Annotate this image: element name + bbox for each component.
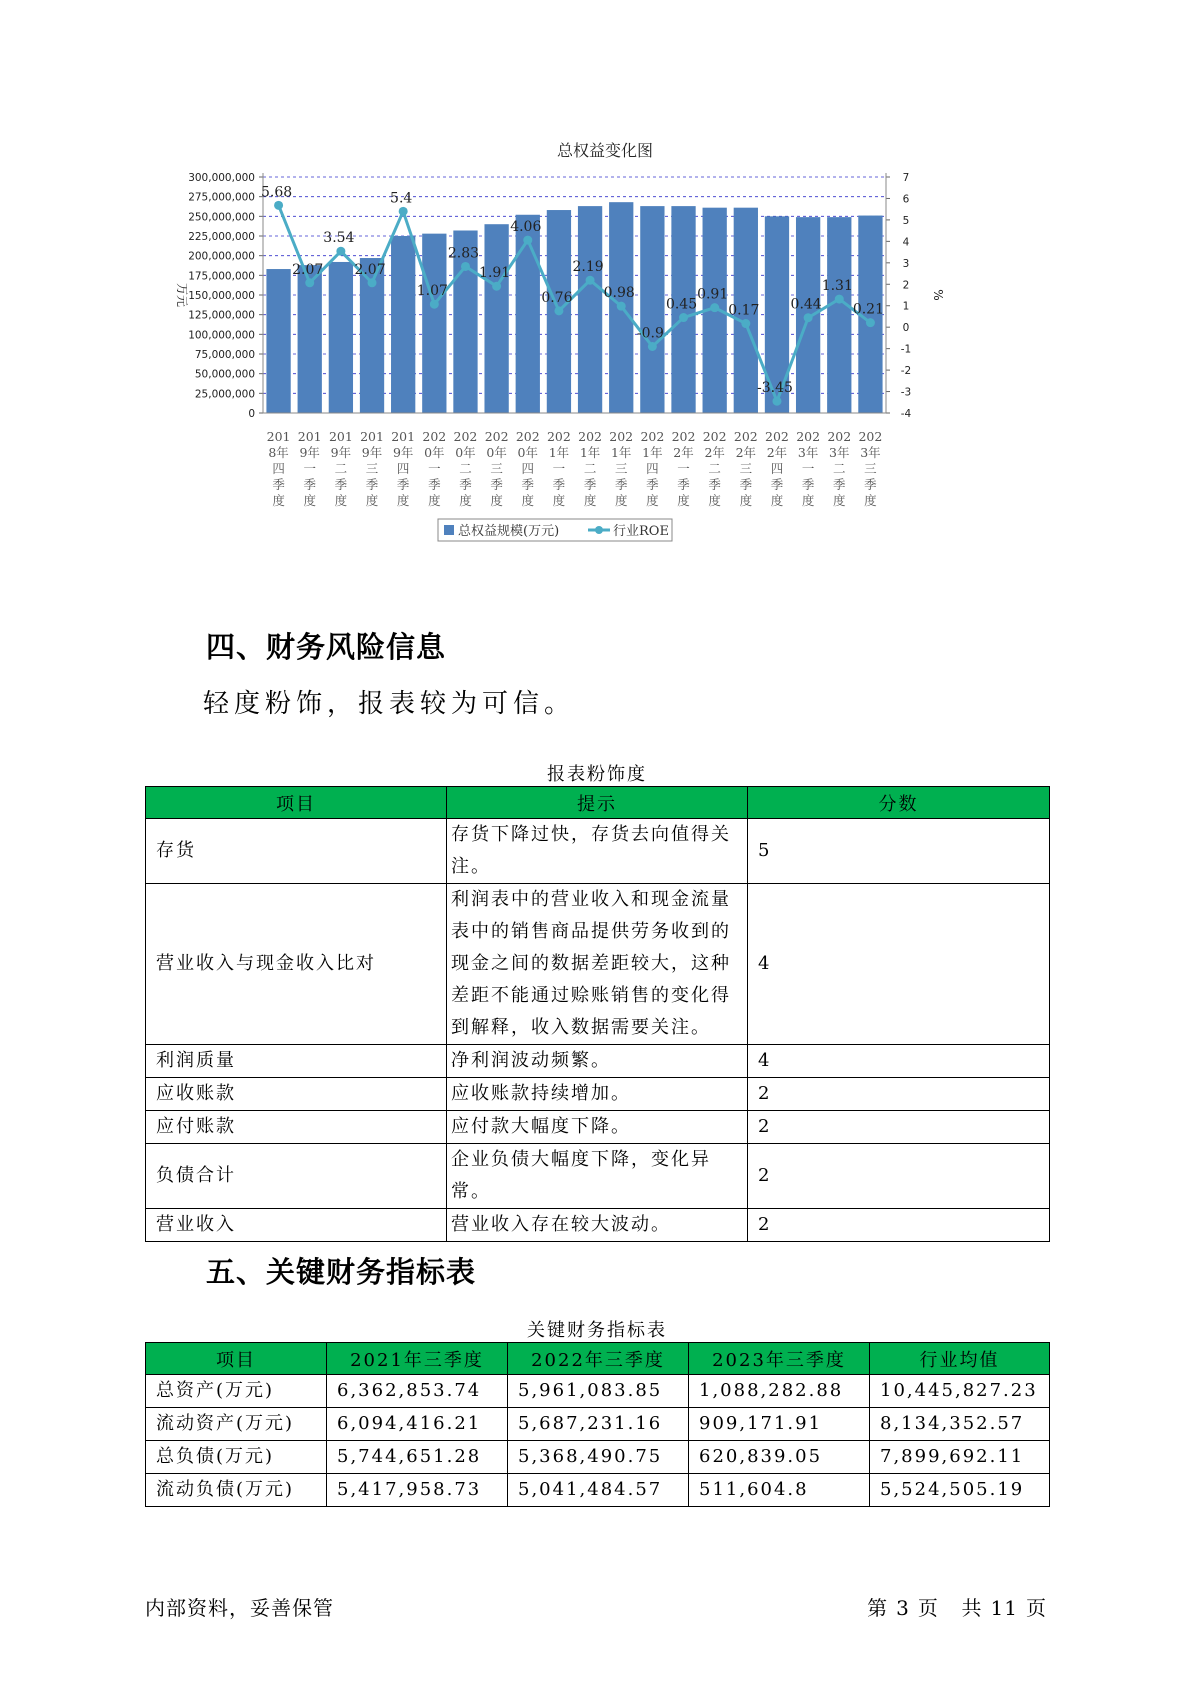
x-tick-label: 202 xyxy=(702,429,727,444)
x-tick-label: 季 xyxy=(428,477,441,492)
risk-table-row xyxy=(146,819,1050,884)
x-tick-label: 四 xyxy=(521,461,535,476)
risk-item-cell: 应收账款 xyxy=(146,1078,447,1111)
equity-bar xyxy=(484,224,508,413)
x-tick-label: 202 xyxy=(609,429,634,444)
x-tick-label: 202 xyxy=(796,429,821,444)
risk-table-caption: 报表粉饰度 xyxy=(547,764,647,785)
risk-table xyxy=(145,786,1050,1242)
kpi-value-cell: 5,041,484.57 xyxy=(508,1474,689,1507)
x-tick-label: 季 xyxy=(334,477,348,492)
risk-header-score: 分数 xyxy=(748,787,1050,819)
roe-data-label: -0.9 xyxy=(636,325,664,342)
roe-point xyxy=(492,282,501,291)
risk-hint-cell: 应收账款持续增加。 xyxy=(447,1078,748,1111)
x-tick-label: 8年 xyxy=(268,445,289,460)
roe-data-label: 3.54 xyxy=(323,230,355,247)
x-tick-label: 9年 xyxy=(330,445,352,460)
footer-page-number xyxy=(863,1592,1051,1621)
x-tick-label: 201 xyxy=(391,429,416,444)
x-tick-label: 0年 xyxy=(517,445,539,460)
roe-point xyxy=(741,319,750,328)
footer-total-unit: 页 xyxy=(1026,1596,1047,1620)
risk-score-cell: 2 xyxy=(748,1111,1050,1144)
equity-bar xyxy=(827,217,851,413)
y-right-tick-label: 4 xyxy=(902,236,910,249)
risk-score-cell: 5 xyxy=(748,819,1050,884)
x-tick-label: 0年 xyxy=(486,445,507,460)
roe-data-label: 5.4 xyxy=(390,190,413,207)
x-tick-label: 202 xyxy=(827,429,852,444)
y-right-axis-title: % xyxy=(931,289,945,301)
equity-bar xyxy=(329,262,353,413)
x-tick-label: 度 xyxy=(365,493,379,508)
x-tick-label: 三 xyxy=(365,461,379,476)
x-tick-label: 季 xyxy=(833,477,846,492)
risk-table-row xyxy=(146,1111,1050,1144)
x-tick-label: 9年 xyxy=(392,445,414,460)
footer-page-prefix: 第 xyxy=(867,1596,889,1620)
kpi-value-cell: 511,604.8 xyxy=(689,1474,870,1507)
x-tick-label: 度 xyxy=(614,493,628,508)
x-tick-label: 2年 xyxy=(735,445,757,460)
kpi-value-cell: 7,899,692.11 xyxy=(870,1441,1050,1474)
x-tick-label: 季 xyxy=(303,477,316,492)
x-tick-label: 202 xyxy=(484,429,509,444)
roe-data-label: 2.07 xyxy=(354,261,386,278)
risk-hint-cell: 应付款大幅度下降。 xyxy=(447,1111,748,1144)
risk-table-header-row xyxy=(146,787,1050,819)
roe-point xyxy=(679,313,688,322)
x-tick-label: 201 xyxy=(328,429,353,444)
y-left-tick-label: 50,000,000 xyxy=(194,368,255,381)
footer-page-current: 3 xyxy=(896,1596,910,1620)
x-tick-label: 3年 xyxy=(860,445,881,460)
x-tick-label: 0年 xyxy=(424,445,445,460)
y-right-tick-label: 0 xyxy=(902,322,910,335)
x-tick-label: 一 xyxy=(303,461,316,476)
x-tick-label: 四 xyxy=(646,461,659,476)
x-tick-label: 度 xyxy=(521,493,535,508)
x-tick-label: 2年 xyxy=(673,445,694,460)
equity-bar xyxy=(266,269,290,413)
roe-point xyxy=(368,278,377,287)
kpi-table-row xyxy=(146,1408,1050,1441)
x-tick-label: 四 xyxy=(396,461,410,476)
x-tick-label: 0年 xyxy=(455,445,476,460)
x-tick-label: 三 xyxy=(614,461,628,476)
x-tick-label: 1年 xyxy=(642,445,663,460)
x-tick-label: 度 xyxy=(646,493,659,508)
roe-point xyxy=(617,302,626,311)
x-tick-label: 202 xyxy=(422,429,447,444)
risk-item-cell: 负债合计 xyxy=(146,1144,447,1209)
x-tick-label: 季 xyxy=(801,477,815,492)
x-tick-label: 度 xyxy=(396,493,410,508)
x-tick-label: 二 xyxy=(334,461,348,476)
x-tick-label: 季 xyxy=(614,477,628,492)
x-tick-label: 度 xyxy=(801,493,815,508)
roe-data-label: 0.45 xyxy=(665,296,698,313)
chart-title: 总权益变化图 xyxy=(556,141,654,160)
kpi-table-header-row xyxy=(146,1343,1050,1375)
risk-table-row xyxy=(146,1078,1050,1111)
roe-point xyxy=(523,236,532,245)
y-left-tick-label: 0 xyxy=(248,408,255,420)
x-tick-label: 度 xyxy=(552,493,566,508)
x-tick-label: 二 xyxy=(833,461,846,476)
roe-point xyxy=(648,342,657,351)
roe-data-label: 1.07 xyxy=(416,283,448,300)
roe-point xyxy=(772,397,781,406)
y-left-tick-label: 200,000,000 xyxy=(188,250,255,263)
x-tick-label: 度 xyxy=(770,493,784,508)
risk-score-cell: 4 xyxy=(748,884,1050,1045)
roe-data-label: 2.83 xyxy=(447,245,480,262)
kpi-value-cell: 5,744,651.28 xyxy=(327,1441,508,1474)
risk-item-cell: 存货 xyxy=(146,819,447,884)
y-right-tick-label: 3 xyxy=(902,257,910,270)
x-tick-label: 201 xyxy=(297,429,322,444)
footer-total-prefix: 共 xyxy=(961,1596,983,1620)
x-tick-label: 一 xyxy=(428,461,441,476)
y-left-tick-label: 25,000,000 xyxy=(194,388,255,401)
x-tick-label: 季 xyxy=(739,477,753,492)
roe-data-label: 1.31 xyxy=(821,278,853,295)
kpi-item-cell: 总资产(万元) xyxy=(146,1375,327,1408)
x-tick-label: 3年 xyxy=(829,445,850,460)
x-tick-label: 三 xyxy=(739,461,753,476)
equity-chart xyxy=(160,135,1040,590)
section4-heading: 四、财务风险信息 xyxy=(206,630,447,664)
x-tick-label: 度 xyxy=(583,493,597,508)
kpi-table-row xyxy=(146,1441,1050,1474)
risk-header-item: 项目 xyxy=(146,787,447,819)
kpi-table-row xyxy=(146,1474,1050,1507)
x-tick-label: 3年 xyxy=(797,445,819,460)
y-left-tick-label: 175,000,000 xyxy=(188,270,255,283)
x-tick-label: 二 xyxy=(708,461,721,476)
section4-text: 轻度粉饰，报表较为可信。 xyxy=(203,689,576,719)
x-tick-label: 季 xyxy=(552,477,566,492)
risk-item-cell: 营业收入 xyxy=(146,1209,447,1242)
kpi-value-cell: 5,961,083.85 xyxy=(508,1375,689,1408)
x-tick-label: 季 xyxy=(396,477,410,492)
x-tick-label: 三 xyxy=(490,461,503,476)
equity-bar xyxy=(578,206,602,413)
x-tick-label: 季 xyxy=(521,477,535,492)
roe-point xyxy=(866,318,875,327)
risk-table-row xyxy=(146,1209,1050,1242)
kpi-item-cell: 流动负债(万元) xyxy=(146,1474,327,1507)
x-tick-label: 1年 xyxy=(548,445,570,460)
kpi-value-cell: 6,094,416.21 xyxy=(327,1408,508,1441)
footer-page-total: 11 xyxy=(990,1596,1018,1620)
x-tick-label: 度 xyxy=(303,493,316,508)
kpi-item-cell: 流动资产(万元) xyxy=(146,1408,327,1441)
y-left-tick-label: 75,000,000 xyxy=(194,349,255,361)
legend-bar-label: 总权益规模(万元) xyxy=(458,524,560,539)
y-right-tick-label: -2 xyxy=(900,365,912,378)
x-tick-label: 度 xyxy=(833,493,846,508)
legend-line-label: 行业ROE xyxy=(613,524,669,539)
kpi-value-cell: 10,445,827.23 xyxy=(870,1375,1050,1408)
x-tick-label: 一 xyxy=(801,461,815,476)
x-tick-label: 二 xyxy=(459,461,472,476)
roe-point xyxy=(710,303,719,312)
roe-point xyxy=(461,262,470,271)
x-tick-label: 度 xyxy=(739,493,753,508)
x-tick-label: 季 xyxy=(770,477,784,492)
risk-hint-cell: 净利润波动频繁。 xyxy=(447,1045,748,1078)
roe-point xyxy=(835,295,844,304)
roe-data-label: 5.68 xyxy=(260,184,293,201)
roe-point xyxy=(430,300,439,309)
section5-heading: 五、关键财务指标表 xyxy=(206,1255,477,1289)
kpi-value-cell: 909,171.91 xyxy=(689,1408,870,1441)
equity-bar xyxy=(640,206,664,413)
risk-score-cell: 2 xyxy=(748,1078,1050,1111)
y-right-tick-label: 6 xyxy=(902,193,910,206)
footer-confidential: 内部资料，妥善保管 xyxy=(145,1596,334,1620)
x-tick-label: 度 xyxy=(708,493,721,508)
risk-hint-cell: 利润表中的营业收入和现金流量表中的销售商品提供劳务收到的现金之间的数据差距较大，这种差距不能通过赊账销售的变化得到解释，收入数据需要关注。 xyxy=(447,884,748,1045)
x-tick-label: 四 xyxy=(770,461,784,476)
roe-data-label: 0.44 xyxy=(790,296,822,313)
x-tick-label: 度 xyxy=(490,493,503,508)
x-tick-label: 季 xyxy=(583,477,597,492)
kpi-header-2023q3: 2023年三季度 xyxy=(689,1343,870,1375)
x-tick-label: 一 xyxy=(552,461,566,476)
x-tick-label: 202 xyxy=(640,429,665,444)
x-tick-label: 9年 xyxy=(361,445,383,460)
roe-data-label: 2.07 xyxy=(292,261,324,278)
x-tick-label: 度 xyxy=(334,493,348,508)
roe-point xyxy=(586,276,595,285)
risk-score-cell: 4 xyxy=(748,1045,1050,1078)
risk-table-row xyxy=(146,1144,1050,1209)
risk-table-row xyxy=(146,884,1050,1045)
roe-data-label: 0.21 xyxy=(852,301,885,318)
roe-data-label: 0.17 xyxy=(728,302,760,319)
x-tick-label: 202 xyxy=(515,429,540,444)
y-right-tick-label: 5 xyxy=(902,214,910,227)
legend-bar-swatch xyxy=(444,525,454,535)
kpi-header-2021q3: 2021年三季度 xyxy=(327,1343,508,1375)
y-left-tick-label: 300,000,000 xyxy=(188,172,255,184)
footer-page-unit: 页 xyxy=(917,1596,939,1620)
x-tick-label: 202 xyxy=(733,429,758,444)
roe-point xyxy=(554,306,563,315)
y-left-tick-label: 250,000,000 xyxy=(188,211,255,224)
roe-data-label: 2.19 xyxy=(572,259,604,276)
kpi-item-cell: 总负债(万元) xyxy=(146,1441,327,1474)
x-tick-label: 季 xyxy=(708,477,721,492)
roe-data-label: 0.98 xyxy=(603,285,635,302)
kpi-table-row xyxy=(146,1375,1050,1408)
roe-data-label: 0.76 xyxy=(541,289,573,306)
roe-point xyxy=(274,201,283,210)
y-left-axis-title: 万元 xyxy=(175,282,189,308)
kpi-value-cell: 8,134,352.57 xyxy=(870,1408,1050,1441)
x-tick-label: 季 xyxy=(864,477,877,492)
roe-data-label: -3.45 xyxy=(757,380,793,397)
risk-score-cell: 2 xyxy=(748,1144,1050,1209)
x-tick-label: 2年 xyxy=(766,445,788,460)
equity-bar xyxy=(391,236,415,413)
x-tick-label: 四 xyxy=(272,461,285,476)
roe-data-label: 4.06 xyxy=(510,219,542,236)
roe-point xyxy=(305,278,314,287)
kpi-header-industry-avg: 行业均值 xyxy=(870,1343,1050,1375)
x-tick-label: 季 xyxy=(677,477,690,492)
x-tick-label: 季 xyxy=(490,477,503,492)
x-tick-label: 201 xyxy=(360,429,384,444)
x-tick-label: 一 xyxy=(677,461,690,476)
x-tick-label: 202 xyxy=(578,429,603,444)
kpi-value-cell: 6,362,853.74 xyxy=(327,1375,508,1408)
x-tick-label: 度 xyxy=(272,493,285,508)
kpi-header-item: 项目 xyxy=(146,1343,327,1375)
kpi-value-cell: 1,088,282.88 xyxy=(689,1375,870,1408)
x-tick-label: 1年 xyxy=(610,445,632,460)
x-tick-label: 季 xyxy=(459,477,472,492)
roe-data-label: 1.91 xyxy=(479,265,511,282)
risk-hint-cell: 营业收入存在较大波动。 xyxy=(447,1209,748,1242)
x-tick-label: 1年 xyxy=(579,445,601,460)
x-tick-label: 度 xyxy=(459,493,472,508)
kpi-value-cell: 5,417,958.73 xyxy=(327,1474,508,1507)
y-right-tick-label: 7 xyxy=(902,172,910,184)
risk-item-cell: 营业收入与现金收入比对 xyxy=(146,884,447,1045)
roe-data-label: 0.91 xyxy=(697,286,729,303)
x-tick-label: 202 xyxy=(546,429,571,444)
x-tick-label: 202 xyxy=(671,429,696,444)
risk-item-cell: 利润质量 xyxy=(146,1045,447,1078)
y-right-tick-label: -4 xyxy=(900,408,912,420)
x-tick-label: 季 xyxy=(646,477,659,492)
roe-point xyxy=(336,247,345,256)
y-left-tick-label: 100,000,000 xyxy=(188,329,255,342)
x-tick-label: 202 xyxy=(765,429,789,444)
x-tick-label: 202 xyxy=(453,429,478,444)
risk-table-row xyxy=(146,1045,1050,1078)
risk-hint-cell: 企业负债大幅度下降，变化异常。 xyxy=(447,1144,748,1209)
kpi-header-2022q3: 2022年三季度 xyxy=(508,1343,689,1375)
x-tick-label: 二 xyxy=(583,461,597,476)
roe-point xyxy=(399,207,408,216)
x-tick-label: 201 xyxy=(266,429,291,444)
kpi-table-caption: 关键财务指标表 xyxy=(527,1320,667,1341)
x-tick-label: 2年 xyxy=(704,445,725,460)
roe-point xyxy=(804,313,813,322)
x-tick-label: 9年 xyxy=(299,445,320,460)
kpi-value-cell: 5,368,490.75 xyxy=(508,1441,689,1474)
y-left-tick-label: 275,000,000 xyxy=(188,191,255,204)
y-left-tick-label: 150,000,000 xyxy=(188,290,255,302)
x-tick-label: 度 xyxy=(677,493,690,508)
x-tick-label: 季 xyxy=(272,477,285,492)
kpi-value-cell: 5,687,231.16 xyxy=(508,1408,689,1441)
equity-bar xyxy=(422,234,446,413)
x-tick-label: 202 xyxy=(858,429,883,444)
y-left-tick-label: 125,000,000 xyxy=(188,309,255,322)
risk-item-cell: 应付账款 xyxy=(146,1111,447,1144)
risk-header-hint: 提示 xyxy=(447,787,748,819)
risk-score-cell: 2 xyxy=(748,1209,1050,1242)
y-right-tick-label: -3 xyxy=(900,386,912,399)
y-right-tick-label: -1 xyxy=(900,343,912,356)
kpi-value-cell: 620,839.05 xyxy=(689,1441,870,1474)
y-right-tick-label: 1 xyxy=(902,300,910,313)
legend-line-marker xyxy=(595,526,603,534)
x-tick-label: 度 xyxy=(864,493,877,508)
risk-hint-cell: 存货下降过快，存货去向值得关注。 xyxy=(447,819,748,884)
equity-bar xyxy=(298,265,322,413)
x-tick-label: 三 xyxy=(864,461,877,476)
y-left-tick-label: 225,000,000 xyxy=(188,231,255,243)
y-right-tick-label: 2 xyxy=(902,279,910,292)
x-tick-label: 季 xyxy=(365,477,379,492)
kpi-table xyxy=(145,1342,1050,1507)
x-tick-label: 度 xyxy=(428,493,441,508)
kpi-value-cell: 5,524,505.19 xyxy=(870,1474,1050,1507)
